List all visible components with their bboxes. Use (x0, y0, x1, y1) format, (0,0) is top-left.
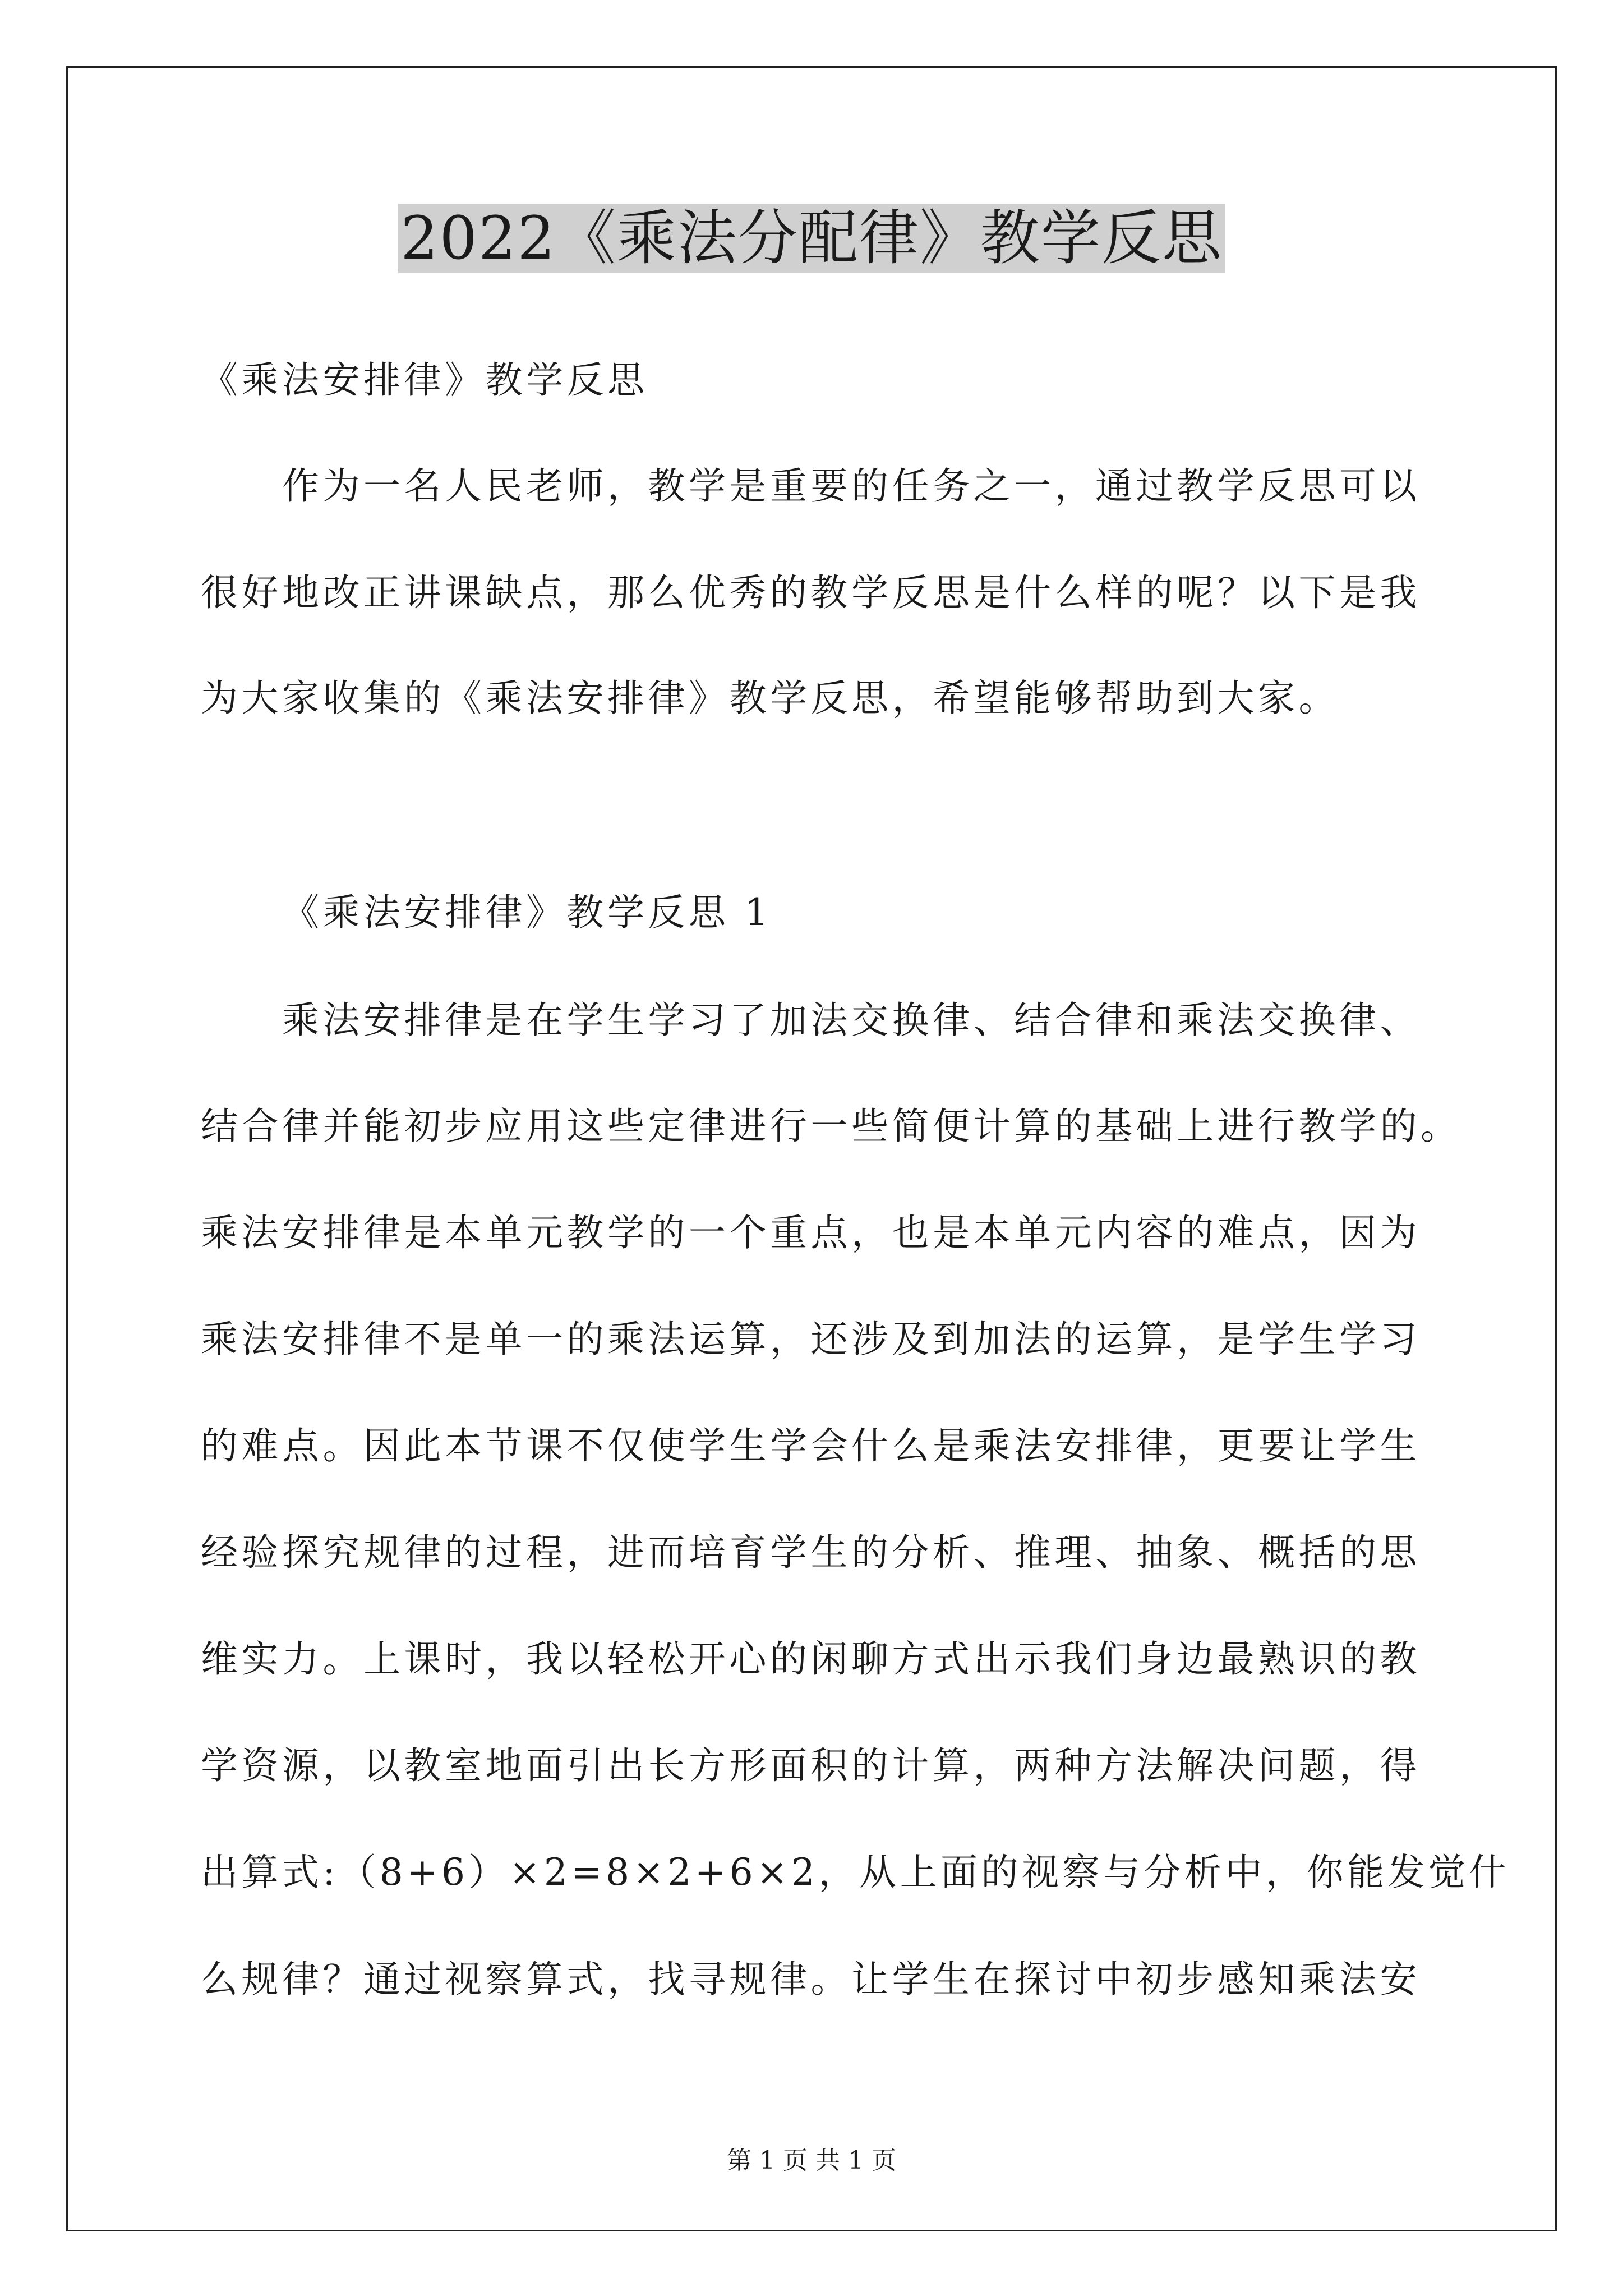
paragraph-line: 乘法安排律不是单一的乘法运算，还涉及到加法的运算，是学生学习 (201, 1318, 1421, 1361)
paragraph-line: 结合律并能初步应用这些定律进行一些简便计算的基础上进行教学的。 (201, 1105, 1461, 1148)
paragraph-line: 为大家收集的《乘法安排律》教学反思，希望能够帮助到大家。 (201, 677, 1339, 720)
page-footer: 第 1 页 共 1 页 (727, 2146, 896, 2175)
paragraph-line: 维实力。上课时，我以轻松开心的闲聊方式出示我们身边最熟识的教 (201, 1637, 1421, 1681)
paragraph-line: 乘法安排律是在学生学习了加法交换律、结合律和乘法交换律、 (282, 999, 1421, 1042)
paragraph-line: 很好地改正讲课缺点，那么优秀的教学反思是什么样的呢？以下是我 (201, 571, 1421, 614)
paragraph-line: 出算式:（8+6）×2=8×2+6×2，从上面的视察与分析中，你能发觉什 (201, 1851, 1510, 1894)
paragraph-line: 经验探究规律的过程，进而培育学生的分析、推理、抽象、概括的思 (201, 1531, 1421, 1574)
paragraph-line: 乘法安排律是本单元教学的一个重点，也是本单元内容的难点，因为 (201, 1211, 1421, 1254)
section-heading: 《乘法安排律》教学反思 (201, 358, 648, 402)
paragraph-line: 学资源，以教室地面引出长方形面积的计算，两种方法解决问题，得 (201, 1744, 1421, 1787)
section-heading: 《乘法安排律》教学反思 1 (282, 891, 772, 934)
paragraph-line: 作为一名人民老师，教学是重要的任务之一，通过教学反思可以 (282, 464, 1421, 508)
document-title: 2022《乘法分配律》教学反思 (0, 196, 1623, 280)
paragraph-line: 的难点。因此本节课不仅使学生学会什么是乘法安排律，更要让学生 (201, 1424, 1421, 1467)
paragraph-line: 么规律？通过视察算式，找寻规律。让学生在探讨中初步感知乘法安 (201, 1958, 1421, 2001)
